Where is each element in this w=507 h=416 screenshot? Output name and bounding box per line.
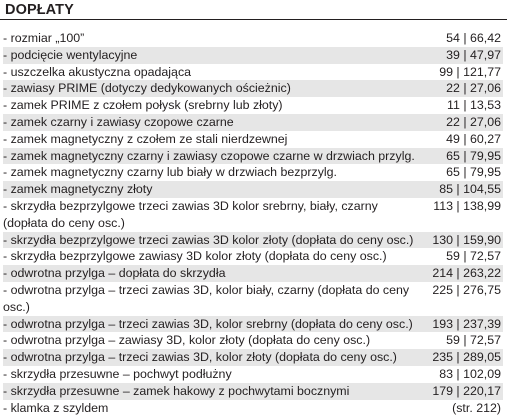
row-value: 39 | 47,97 [446,47,501,62]
price-row [3,265,503,282]
row-value: 22 | 27,06 [446,114,501,129]
price-row [3,97,503,114]
price-row [3,181,503,198]
row-value: 65 | 79,95 [446,148,501,163]
row-value: 130 | 159,90 [432,232,501,247]
price-row [3,30,503,47]
row-label: - zamek magnetyczny złoty [3,182,153,197]
row-value: 11 | 13,53 [447,98,501,113]
row-label: - podcięcie wentylacyjne [3,47,138,62]
row-label: - uszczelka akustyczna opadająca [3,64,192,79]
row-label: - odwrotna przylga – trzeci zawias 3D, kolor biały, czarny (dopłata do ceny osc.) [3,282,410,314]
price-list [3,30,503,416]
price-row [3,248,503,265]
row-label: - skrzydła bezprzylgowe trzeci zawias 3D kolor złoty (dopłata do ceny osc.) [3,232,414,247]
row-label: - odwrotna przylga – zawiasy 3D, kolor złoty (dopłata do ceny osc.) [3,333,371,348]
price-row [3,198,503,232]
row-label: - zamek magnetyczny czarny lub biały w drzwiach bezprzylg. [3,165,337,180]
section-title: DOPŁATY [5,2,74,18]
price-row [3,282,503,316]
row-label: - odwrotna przylga – dopłata do skrzydła [3,266,226,281]
row-value: 235 | 289,05 [432,350,501,365]
price-row [3,164,503,181]
price-row [3,232,503,249]
row-value: 179 | 220,17 [432,383,501,398]
row-label: - rozmiar „100” [3,31,85,45]
row-value: 22 | 27,06 [446,81,501,96]
row-value: 99 | 121,77 [439,64,501,79]
row-value: 59 | 72,57 [446,249,501,264]
price-row [3,332,503,349]
row-value: 65 | 79,95 [446,165,501,180]
price-row [3,400,503,416]
title-rule [0,19,507,20]
row-value: 83 | 102,09 [439,366,501,381]
row-value: 193 | 237,39 [432,316,501,331]
row-label: - zamek czarny i zawiasy czopowe czarne [3,114,234,129]
price-row [3,47,503,64]
row-label: - odwrotna przylga – trzeci zawias 3D, kolor srebrny (dopłata do ceny osc.) [3,316,413,331]
row-value: 225 | 276,75 [432,282,501,297]
row-label: - zamek magnetyczny czarny i zawiasy czopowe czarne w drzwiach przylg. [3,148,415,163]
price-row [3,383,503,400]
price-row [3,114,503,131]
row-value: 59 | 72,57 [446,333,501,348]
row-label: - skrzydła bezprzylgowe trzeci zawias 3D kolor srebrny, biały, czarny (dopłata do ceny osc.) [3,198,378,230]
row-value: 113 | 138,99 [433,198,501,213]
row-label: - skrzydła przesuwne – zamek hakowy z pochwytami bocznymi [3,383,350,398]
row-value: 54 | 66,42 [446,31,501,45]
row-label: - odwrotna przylga – trzeci zawias 3D, kolor złoty (dopłata do ceny osc.) [3,350,397,365]
row-value: 49 | 60,27 [446,131,501,146]
row-value: 214 | 263,22 [432,266,501,281]
row-label: - zamek magnetyczny z czołem ze stali nierdzewnej [3,131,288,146]
row-label: - zamek PRIME z czołem połysk (srebrny lub złoty) [3,98,283,113]
row-label: - zawiasy PRIME (dotyczy dedykowanych ościeżnic) [3,81,291,96]
row-label: - skrzydła przesuwne – pochwyt podłużny [3,366,232,381]
row-value: 85 | 104,55 [439,182,501,197]
price-row [3,64,503,81]
row-label: - skrzydła bezprzylgowe zawiasy 3D kolor złoty (dopłata do ceny osc.) [3,249,387,264]
price-row [3,148,503,165]
price-row [3,316,503,333]
price-row [3,366,503,383]
row-label: - klamka z szyldem [3,400,109,415]
price-row [3,349,503,366]
row-value: (str. 212) [452,400,501,415]
price-row [3,80,503,97]
price-row [3,131,503,148]
